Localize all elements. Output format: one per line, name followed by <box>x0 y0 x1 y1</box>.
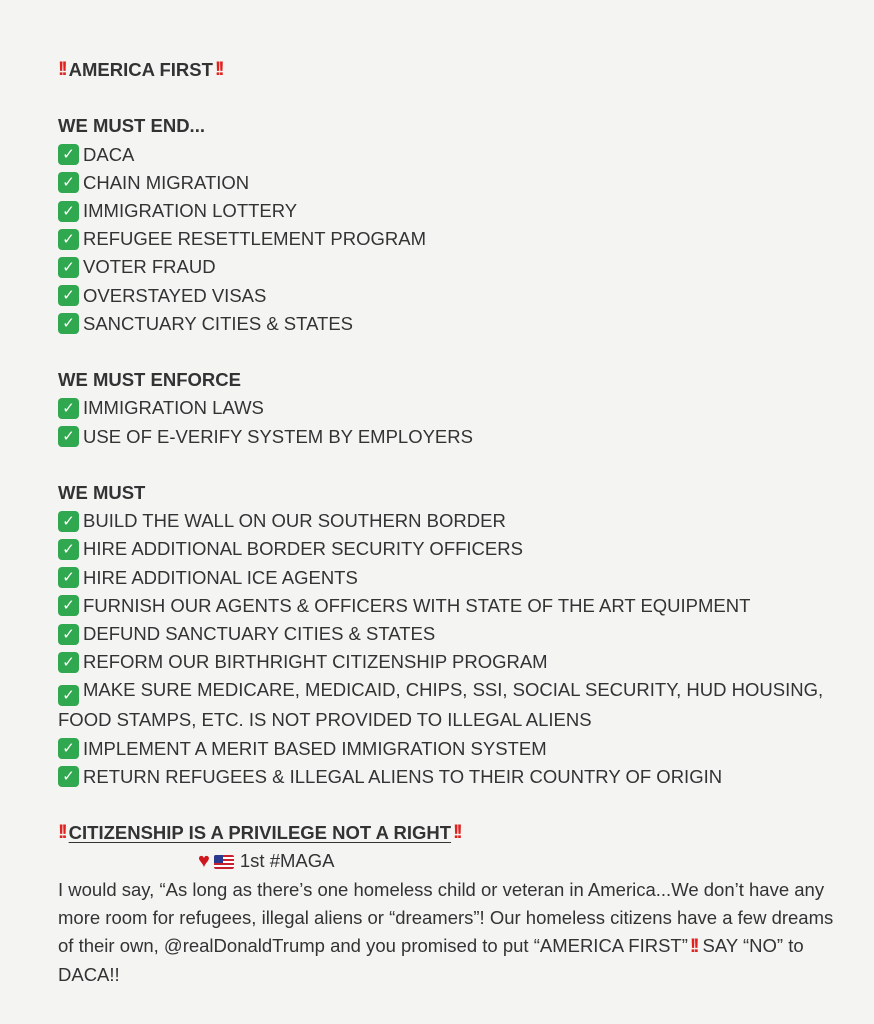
check-mark-icon: ✓ <box>58 172 79 193</box>
section-must <box>58 479 834 791</box>
section-heading: WE MUST ENFORCE <box>58 369 241 391</box>
list-item <box>58 141 834 169</box>
list-item-text: IMMIGRATION LOTTERY <box>83 200 298 221</box>
closing-paragraph <box>58 876 848 990</box>
list-item-text: IMPLEMENT A MERIT BASED IMMIGRATION SYSTEM <box>83 737 547 759</box>
list-item <box>58 620 834 648</box>
double-exclamation-icon: !! <box>214 59 222 80</box>
spacer <box>58 451 834 479</box>
title-line <box>58 56 834 84</box>
spacer <box>58 791 834 819</box>
check-mark-icon: ✓ <box>58 313 79 334</box>
closing-text: I would say, “As long as there’s one homeless child or veteran in America...We don’t have any more room for refugees, illegal aliens or “dreamers”! Our homeless citizens have a few dreams of their own, @realDonaldTrump and you promised to put “AMERICA FIRST” <box>58 878 834 957</box>
list-item-text: OVERSTAYED VISAS <box>83 284 267 306</box>
section-heading: WE MUST <box>58 482 146 503</box>
list-item-text: DACA <box>83 143 135 165</box>
double-exclamation-icon: !! <box>453 822 460 844</box>
list-item <box>58 423 834 451</box>
double-exclamation-icon: !! <box>689 936 697 958</box>
check-mark-icon: ✓ <box>58 595 79 616</box>
check-mark-icon: ✓ <box>58 257 79 278</box>
list-item-text: RETURN REFUGEES & ILLEGAL ALIENS TO THEIR COUNTRY OF ORIGIN <box>83 765 723 787</box>
list-item-text: HIRE ADDITIONAL ICE AGENTS <box>83 566 358 588</box>
double-exclamation-icon: !! <box>58 59 65 80</box>
check-mark-icon: ✓ <box>58 567 79 588</box>
list-item-text: IMMIGRATION LAWS <box>83 397 264 419</box>
list-item <box>58 592 834 620</box>
check-mark-icon: ✓ <box>58 285 79 306</box>
check-mark-icon: ✓ <box>58 144 79 165</box>
list-item-text: HIRE ADDITIONAL BORDER SECURITY OFFICERS <box>83 538 523 560</box>
check-mark-icon: ✓ <box>58 511 79 532</box>
list-item-text: DEFUND SANCTUARY CITIES & STATES <box>83 623 436 645</box>
spacer <box>58 84 834 112</box>
list-item-text: CHAIN MIGRATION <box>83 171 250 193</box>
list-item-text: MAKE SURE MEDICARE, MEDICAID, CHIPS, SSI, SOCIAL SECURITY, HUD HOUSING, FOOD STAMPS, ETC. IS NOT PROVIDED TO ILLEGAL ALIENS <box>58 679 824 731</box>
check-mark-icon: ✓ <box>58 624 79 645</box>
list-item <box>58 394 834 422</box>
section-enforce <box>58 366 834 451</box>
red-heart-icon: ♥ <box>198 850 210 873</box>
list-item <box>58 763 834 791</box>
list-item <box>58 507 834 535</box>
list-item-text: USE OF E-VERIFY SYSTEM BY EMPLOYERS <box>83 425 473 447</box>
closing-text-end: SAY “NO” to DACA!! <box>58 935 804 986</box>
list-item <box>58 225 834 253</box>
list-item <box>58 535 834 563</box>
list-item <box>58 282 834 310</box>
list-item-text: FURNISH OUR AGENTS & OFFICERS WITH STATE OF THE ART EQUIPMENT <box>83 594 751 616</box>
check-mark-icon: ✓ <box>58 201 79 222</box>
double-exclamation-icon: !! <box>58 822 65 844</box>
check-mark-icon: ✓ <box>58 685 79 706</box>
check-mark-icon: ✓ <box>58 652 79 673</box>
list-item <box>58 564 834 592</box>
list-item <box>58 648 834 676</box>
list-item <box>58 735 834 763</box>
check-mark-icon: ✓ <box>58 738 79 759</box>
check-mark-icon: ✓ <box>58 229 79 250</box>
check-mark-icon: ✓ <box>58 398 79 419</box>
check-mark-icon: ✓ <box>58 766 79 787</box>
section-end <box>58 112 834 338</box>
list-item-text: VOTER FRAUD <box>83 256 216 278</box>
list-item <box>58 169 834 197</box>
list-item-text: BUILD THE WALL ON OUR SOUTHERN BORDER <box>83 510 506 532</box>
list-item <box>58 197 834 225</box>
list-item <box>58 310 834 338</box>
list-item <box>58 253 834 281</box>
us-flag-icon <box>214 855 234 869</box>
list-item-text: REFUGEE RESETTLEMENT PROGRAM <box>83 228 426 250</box>
list-item <box>58 676 838 734</box>
signature-line <box>58 847 834 875</box>
check-mark-icon: ✓ <box>58 539 79 560</box>
signature-text: 1st #MAGA <box>239 850 335 872</box>
list-item-text: REFORM OUR BIRTHRIGHT CITIZENSHIP PROGRAM <box>83 651 548 673</box>
page-title: AMERICA FIRST <box>68 59 213 80</box>
list-item-text: SANCTUARY CITIES & STATES <box>83 312 354 334</box>
section-heading: WE MUST END... <box>58 115 205 137</box>
motto-line <box>58 819 834 847</box>
motto: CITIZENSHIP IS A PRIVILEGE NOT A RIGHT <box>68 822 452 844</box>
check-mark-icon: ✓ <box>58 426 79 447</box>
spacer <box>58 338 834 366</box>
